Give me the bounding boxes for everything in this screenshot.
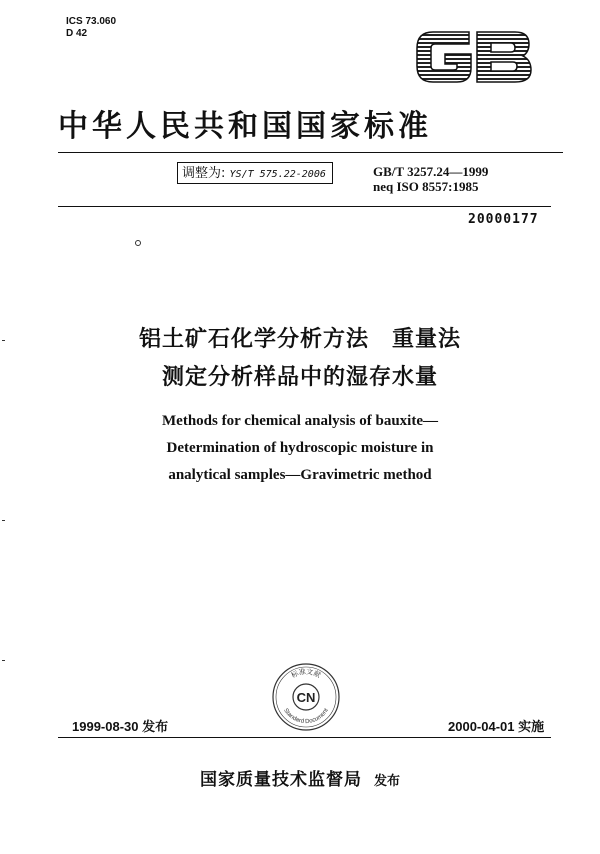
gb-logo — [413, 9, 535, 92]
seal-center-text: CN — [296, 690, 316, 705]
effective-date: 2000-04-01 实施 — [448, 719, 545, 734]
scan-mark — [2, 520, 5, 521]
standard-number — [373, 164, 488, 194]
title-cn-line1: 铝土矿石化学分析方法 重量法 — [138, 327, 461, 352]
seal-top-text: 标准文献 — [290, 667, 322, 680]
title-en-line3: analytical samples—Gravimetric method — [168, 467, 432, 483]
gb-number: GB/T 3257.24—1999 — [373, 164, 489, 179]
stamp-label: 调整为: — [182, 166, 226, 181]
title-en-line1: Methods for chemical analysis of bauxite— — [162, 413, 438, 429]
classification-codes — [66, 16, 116, 40]
publisher-suffix: 发布 — [373, 774, 400, 789]
serial-number: 20000177 — [468, 212, 539, 227]
ccs-code: D 42 — [66, 28, 88, 39]
gb-logo-text: GB — [413, 9, 436, 26]
publisher-name: 国家质量技术监督局 — [199, 770, 362, 790]
title-cn-line2: 测定分析样品中的湿存水量 — [161, 365, 438, 390]
national-standard-title: 中华人民共和国国家标准 — [58, 109, 432, 144]
scan-mark — [2, 660, 5, 661]
adjustment-stamp — [177, 162, 333, 184]
scan-mark — [2, 340, 5, 341]
header-rule — [58, 206, 551, 207]
stray-dot — [135, 240, 141, 246]
neq-number: neq ISO 8557:1985 — [373, 179, 479, 194]
ics-code: ICS 73.060 — [66, 16, 117, 27]
issue-date: 1999-08-30 发布 — [72, 719, 169, 734]
svg-text:标准文献 — [290, 667, 323, 680]
seal-bottom-text: Standard Document — [282, 707, 330, 726]
footer-rule — [58, 737, 551, 738]
standard-document-seal — [271, 662, 341, 732]
title-rule — [58, 152, 563, 153]
stamp-handwritten: YS/T 575.22-2006 — [229, 169, 326, 180]
publisher — [0, 765, 600, 790]
title-en-line2: Determination of hydroscopic moisture in — [166, 440, 434, 456]
